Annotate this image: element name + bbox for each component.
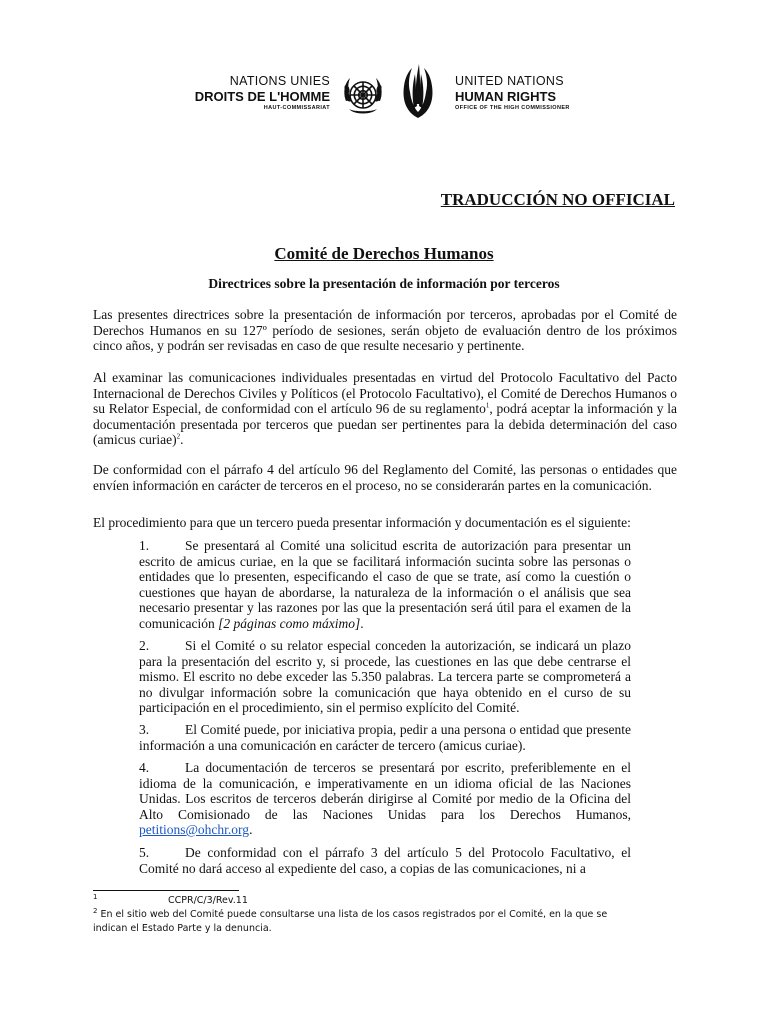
footnote-mark: 1 xyxy=(93,892,98,901)
list-item-end: . xyxy=(360,615,364,631)
list-item-number: 3. xyxy=(139,722,150,737)
list-item xyxy=(139,760,631,838)
footnote-ref-1[interactable]: 1 xyxy=(485,401,490,410)
footnote-ref-2[interactable]: 2 xyxy=(176,432,181,441)
logo-french-line2: DROITS DE L'HOMME xyxy=(194,89,330,104)
ohchr-logo xyxy=(190,58,590,126)
list-item-text: La documentación de terceros se presentará por escrito, preferiblemente en el idioma de la comunicación, e imperativamente en un idioma oficial de las Naciones Unidas. Los escritos de terceros deberán dirigirse al Comité por medio de la Oficina del Alto Comisionado de las Naciones Unidas para los Derechos Humanos, xyxy=(139,760,631,822)
list-item-end: . xyxy=(249,822,253,837)
list-item-text: De conformidad con el párrafo 3 del artículo 5 del Protocolo Facultativo, el Comité no dará acceso al expediente del caso, a copias de las comunicaciones, ni a xyxy=(139,845,631,876)
document-title: Comité de Derechos Humanos xyxy=(274,244,494,263)
paragraph-text: . xyxy=(180,432,184,447)
list-item-text: Si el Comité o su relator especial conceden la autorización, se indicará un plazo para la presentación del escrito y, si procede, las cuestiones en las que debe centrarse el mismo. El escrito no debe exceder las 5.350 palabras. La tercera parte se comprometerá a no divulgar información sobre la comunicación que haya obtenido en el curso de su participación en el procedimiento, sin el permiso explícito del Comité. xyxy=(139,638,631,715)
paragraph-procedure-basis xyxy=(93,370,677,448)
unofficial-translation-heading: TRADUCCIÓN NO OFFICIAL xyxy=(440,190,675,209)
list-item-number: 1. xyxy=(139,538,150,553)
list-item-italic-note: [2 páginas como máximo] xyxy=(218,615,361,631)
footnote-text: En el sitio web del Comité puede consultarse una lista de los casos registrados por el Comité, en la que se indican el Estado Parte y la denuncia. xyxy=(93,909,608,934)
paragraph-text: Al examinar las comunicaciones individuales presentadas en virtud del Protocolo Facultativo del Pacto Internacional de Derechos Civiles y Políticos (el Protocolo Facultativo), el Comité de Derechos Humanos o su Relator Especial, de conformidad con el artículo 96 de su reglamento xyxy=(93,370,677,416)
logo-english-line3: OFFICE OF THE HIGH COMMISSIONER xyxy=(455,105,570,111)
logo-english-line1: UNITED NATIONS xyxy=(455,74,564,88)
list-item xyxy=(139,538,631,631)
logo-text-english xyxy=(455,74,595,113)
document-subtitle: Directrices sobre la presentación de información por terceros xyxy=(208,276,560,291)
list-item-number: 2. xyxy=(139,638,150,653)
paragraph-procedure-intro: El procedimiento para que un tercero pueda presentar información y documentación es el siguiente: xyxy=(93,515,631,530)
list-item-text: Se presentará al Comité una solicitud escrita de autorización para presentar un escrito de amicus curiae, en la que se facilitará información sucinta sobre las personas o entidades que lo presenten, especificando el caso de que se trate, así como la cuestión o cuestiones que hayan de abordarse, la naturaleza de la información o el análisis que sea necesario presentar y las razones por las que la presentación será útil para el examen de la comunicación xyxy=(139,538,631,631)
email-link[interactable]: petitions@ohchr.org xyxy=(139,822,250,837)
logo-french-line1: NATIONS UNIES xyxy=(229,74,330,88)
footnote-text: CCPR/C/3/Rev.11 xyxy=(168,895,248,906)
footnote-separator xyxy=(93,890,239,891)
list-item xyxy=(139,845,631,876)
paragraph-intro: Las presentes directrices sobre la presentación de información por terceros, aprobadas por el Comité de Derechos Humanos en su 127º período de sesiones, serán objeto de evaluación dentro de los próximos cinco años, y podrán ser revisadas en caso de que resulte necesario y pertinente. xyxy=(93,307,677,353)
human-rights-hand-bird-icon xyxy=(394,60,442,122)
logo-english-line2: HUMAN RIGHTS xyxy=(455,89,557,104)
paragraph-third-parties: De conformidad con el párrafo 4 del artículo 96 del Reglamento del Comité, las personas o entidades que envíen información en carácter de terceros en el proceso, no se considerarán partes en la comunicación. xyxy=(93,462,677,493)
un-emblem-icon xyxy=(338,71,388,121)
paragraph-text: , podrá aceptar la información y la documentación presentada por terceros que puedan ser pertinentes para la debida determinación del caso (amicus curiae) xyxy=(93,401,678,447)
list-item-number: 5. xyxy=(139,845,150,860)
logo-text-french xyxy=(190,74,330,113)
list-item-text: El Comité puede, por iniciativa propia, pedir a una persona o entidad que presente información a una comunicación en carácter de tercero (amicus curiae). xyxy=(139,722,631,753)
footnote-2 xyxy=(93,908,633,936)
footnote-1 xyxy=(93,894,393,908)
list-item xyxy=(139,638,631,716)
list-item-number: 4. xyxy=(139,760,150,775)
footnote-mark: 2 xyxy=(93,906,98,915)
logo-french-line3: HAUT-COMMISSARIAT xyxy=(263,105,330,111)
list-item xyxy=(139,722,631,753)
